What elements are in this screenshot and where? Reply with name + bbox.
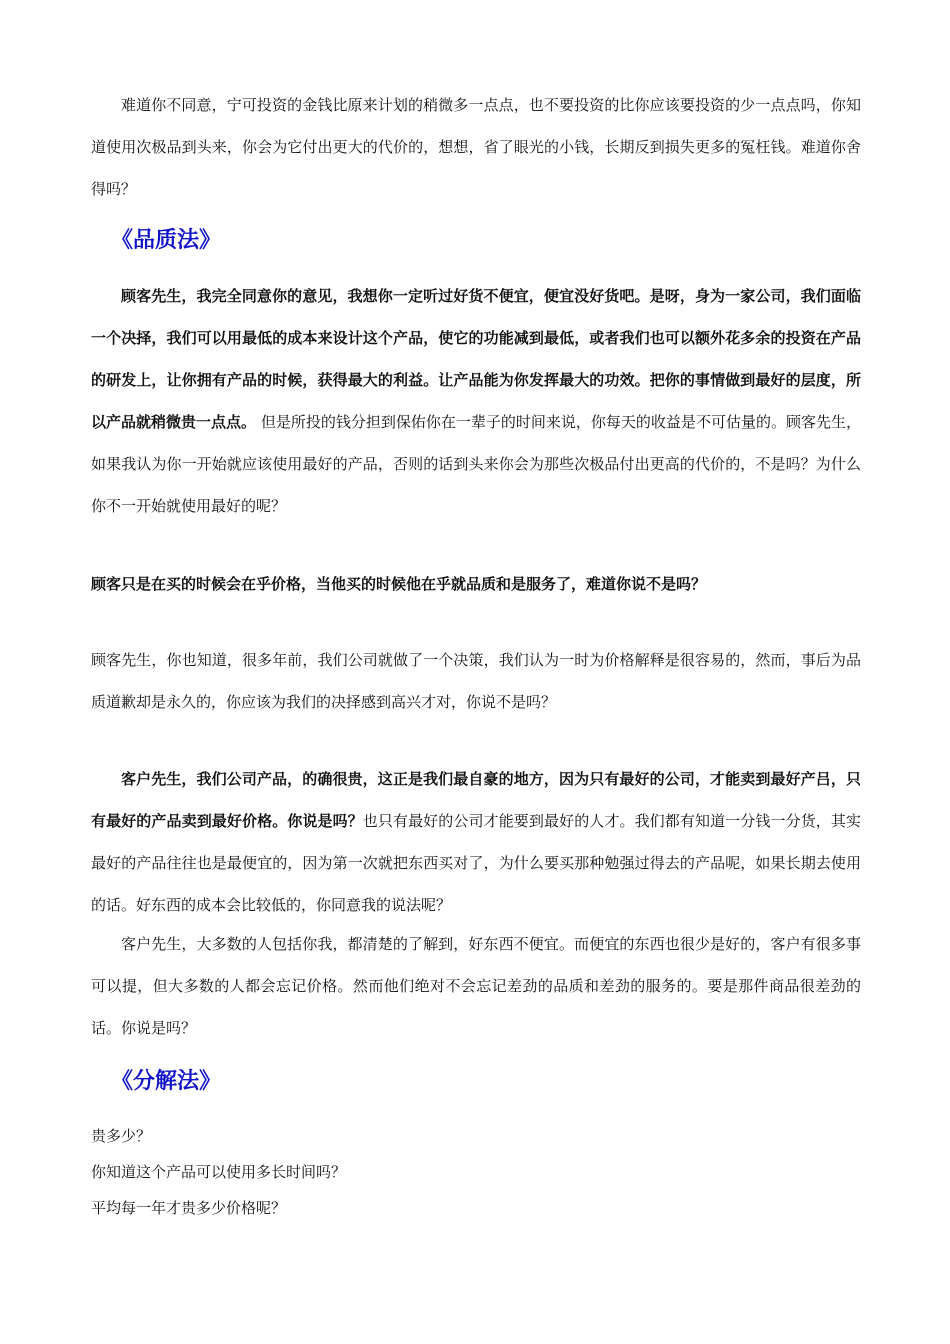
paragraph-proud-bold-part: 客户先生，我们公司产品，的确很贵，这正是我们最自豪的地方，因为只有最好的公司，才能卖到最好产吕，只有最好的产品卖到最好价格。你说是吗？ <box>91 770 861 830</box>
question-product-lifetime: 你知道这个产品可以使用多长时间吗？ <box>91 1163 347 1181</box>
paragraph-company-decision: 顾客先生，你也知道，很多年前，我们公司就做了一个决策，我们认为一时为价格解释是很容易的，然而，事后为品质道歉却是永久的，你应该为我们的决择感到高兴才对，你说不是吗？ <box>91 651 861 711</box>
heading-quality-method: 《品质法》 <box>111 228 222 253</box>
paragraph-good-not-cheap: 客户先生，大多数的人包括你我，都清楚的了解到，好东西不便宜。而便宜的东西也很少是好的，客户有很多事可以提，但大多数的人都会忘记价格。然而他们绝对不会忘记差劲的品质和差劲的服务的。要是那件商品很差劲的话。你说是吗？ <box>91 935 861 1037</box>
paragraph-quality-normal-part: 但是所投的钱分担到保佑你在一辈子的时间来说，你每天的收益是不可估量的。顾客先生，如果我认为你一开始就应该使用最好的产品，否则的话到头来你会为那些次极品付出更高的代价的，不是吗？为什么你不一开始就使用最好的呢？ <box>91 413 861 515</box>
paragraph-proud-normal-part: 也只有最好的公司才能要到最好的人才。我们都有知道一分钱一分货，其实最好的产品往往也是最便宜的，因为第一次就把东西买对了，为什么要买那种勉强过得去的产品呢，如果长期去使用的话。好东西的成本会比较低的，你同意我的说法呢？ <box>91 812 861 914</box>
question-yearly-cost: 平均每一年才贵多少价格呢？ <box>91 1199 287 1217</box>
paragraph-intro: 难道你不同意，宁可投资的金钱比原来计划的稍微多一点点，也不要投资的比你应该要投资的少一点点吗，你知道使用次极品到头来，你会为它付出更大的代价的，想想，省了眼光的小钱，长期反到损失更多的冤枉钱。难道你舍得吗？ <box>91 96 861 198</box>
paragraph-price-vs-quality: 顾客只是在买的时候会在乎价格，当他买的时候他在乎就品质和是服务了，难道你说不是吗？ <box>91 575 707 593</box>
paragraph-proud-price <box>91 758 861 926</box>
question-how-much-more: 贵多少？ <box>91 1127 152 1145</box>
paragraph-quality-bold-part: 顾客先生，我完全同意你的意见，我想你一定听过好货不便宜，便宜没好货吧。是呀，身为一家公司，我们面临一个决择，我们可以用最低的成本来设计这个产品，使它的功能减到最低，或者我们也可以额外花多余的投资在产品的研发上，让你拥有产品的时候，获得最大的利益。让产品能为你发挥最大的功效。把你的事情做到最好的层度，所以产品就稍微贵一点点。 <box>91 287 861 431</box>
heading-decompose-method: 《分解法》 <box>111 1069 222 1094</box>
paragraph-quality-argument <box>91 275 861 527</box>
